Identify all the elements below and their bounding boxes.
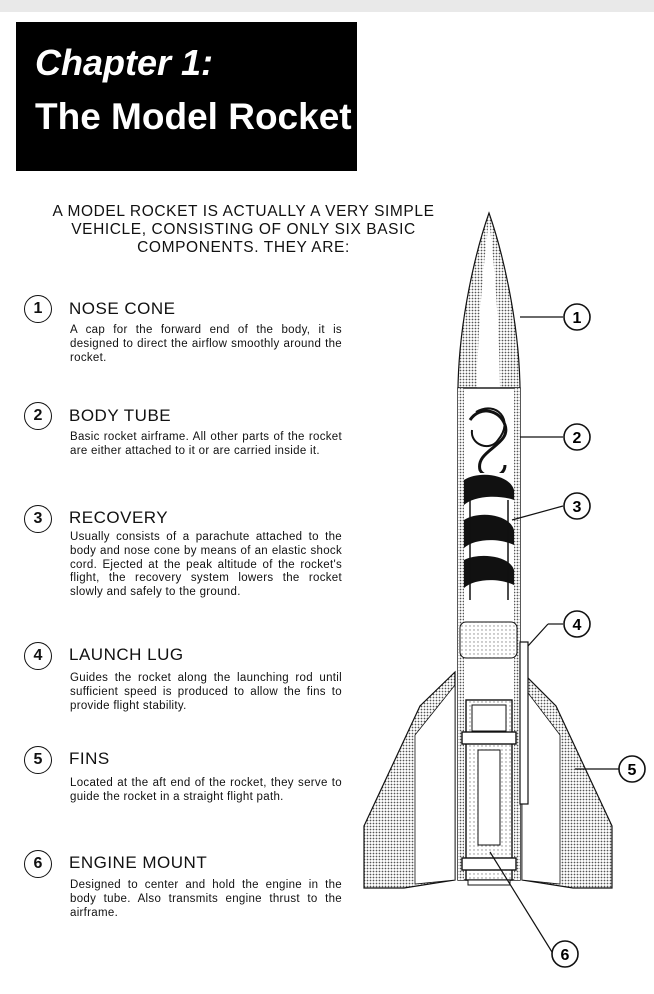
callout-4 [564,611,590,637]
component-description: Designed to center and hold the engine in the body tube. Also transmits engine thrust to the airframe. [70,879,342,919]
component-description: A cap for the forward end of the body, it is designed to direct the airflow smoothly around the rocket. [70,324,342,364]
callout-3-label: 3 [572,499,582,516]
callout-6 [552,941,578,967]
callout-6-label: 6 [560,947,570,964]
chapter-title: The Model Rocket [35,96,352,137]
component-number: 5 [24,746,52,774]
callout-1-label: 1 [572,310,582,327]
component-number: 1 [24,295,52,323]
component-title: NOSE CONE [69,299,176,318]
component-number: 3 [24,505,52,533]
component-title: BODY TUBE [69,406,172,425]
callout-2-label: 2 [572,430,582,447]
engine-mount [462,700,516,885]
callout-5-label: 5 [627,762,637,779]
intro-text: A MODEL ROCKET IS ACTUALLY A VERY SIMPLE VEHICLE, CONSISTING OF ONLY SIX BASIC COMPONENTS. THEY ARE: [52,203,435,256]
launch-lug [520,642,528,804]
fin-right [522,672,612,888]
fin-left [364,672,455,888]
component-description: Usually consists of a parachute attached to the body and nose cone by means of an elastic shock cord. Ejected at the peak altitude of the rocket's flight, the recovery system lowers the rocket slowly and safely to the ground. [70,531,342,599]
component-title: LAUNCH LUG [69,645,184,664]
component-title: RECOVERY [69,508,169,527]
callout-5 [619,756,645,782]
component-number: 2 [24,402,52,430]
component-description: Located at the aft end of the rocket, they serve to guide the rocket in a straight flight path. [70,777,342,803]
component-number: 6 [24,850,52,878]
callout-3 [564,493,590,519]
chapter-number: Chapter 1: [35,42,214,83]
callout-4-label: 4 [572,617,582,634]
component-description: Basic rocket airframe. All other parts of the rocket are either attached to it or are carried inside it. [70,431,342,457]
nose-cone [458,213,520,388]
component-title: ENGINE MOUNT [69,853,208,872]
callout-1 [564,304,590,330]
component-number: 4 [24,642,52,670]
component-title: FINS [69,749,110,768]
component-description: Guides the rocket along the launching rod until sufficient speed is produced to allow the fins to provide flight stability. [70,672,342,712]
callout-2 [564,424,590,450]
recovery-wadding [460,622,517,658]
